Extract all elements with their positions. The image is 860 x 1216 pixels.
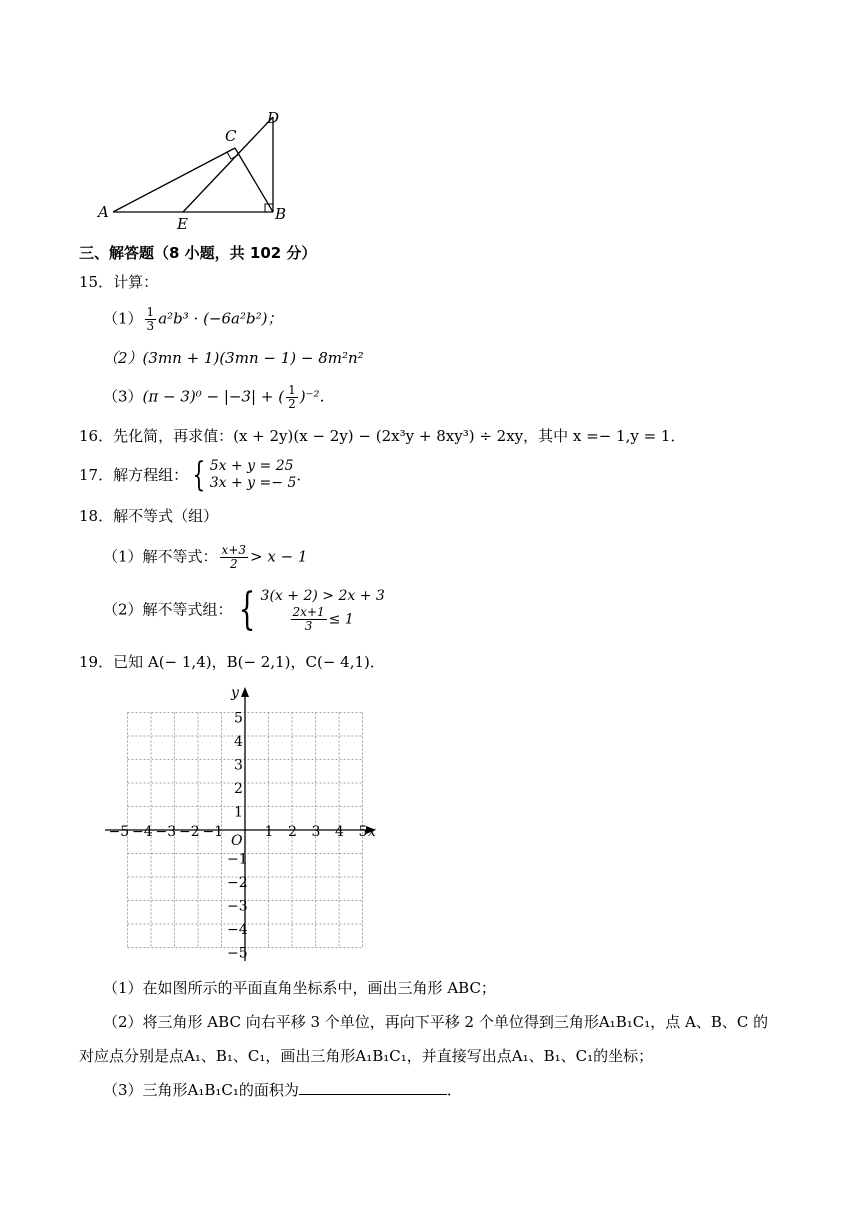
- y-tick-label: −3: [227, 898, 248, 915]
- x-tick-label: −5: [108, 824, 130, 840]
- q18-part2: （2）解不等式组： { 3(x + 2) > 2x + 3 $\frac{2x+1}{3}$ ≤ 1: [103, 583, 385, 635]
- q19-part1: （1）在如图所示的平面直角坐标系中，画出三角形 ABC；: [103, 979, 496, 997]
- answer-blank[interactable]: [299, 1080, 447, 1095]
- x-tick-label: −3: [155, 824, 177, 840]
- label-D: D: [267, 109, 280, 127]
- label-E: E: [177, 215, 188, 233]
- x-tick-label: −4: [132, 824, 153, 840]
- label-C: C: [225, 127, 237, 145]
- q19-part2-line2: 对应点分别是点A₁、B₁、C₁，画出三角形A₁B₁C₁，并直接写出点A₁、B₁、C₁的坐标；: [79, 1047, 654, 1065]
- q15-part2: （2）(3mn + 1)(3mn − 1) − 8m²n²: [103, 349, 364, 367]
- y-tick-label: 5: [234, 710, 243, 727]
- x-axis-label: x: [368, 824, 376, 840]
- y-tick-label: −5: [227, 945, 248, 962]
- q15-part3: （3）(π − 3)⁰ − |−3| + ( $\frac{1}{2}$ )⁻²．: [103, 383, 335, 411]
- origin-label: O: [231, 833, 243, 849]
- x-tick-label: 1: [264, 824, 274, 840]
- x-tick-label: 5: [358, 824, 368, 840]
- x-tick-label: −1: [202, 824, 224, 840]
- x-tick-label: 3: [311, 824, 321, 840]
- y-axis-label: y: [231, 685, 239, 701]
- label-B: B: [275, 205, 287, 223]
- q17: 17．解方程组： { 5x + y = 25 3x + y =− 5 ．: [79, 455, 312, 495]
- q19-stem: 19．已知 A(− 1,4)，B(− 2,1)，C(− 4,1)．: [79, 653, 385, 671]
- y-tick-label: 3: [234, 757, 243, 774]
- y-tick-label: −1: [227, 851, 248, 868]
- q19-part2-line1: （2）将三角形 ABC 向右平移 3 个单位，再向下平移 2 个单位得到三角形A₁B₁C₁，点 A、B、C 的: [103, 1013, 769, 1031]
- label-A: A: [98, 203, 109, 221]
- q18-part1: （1）解不等式： $\frac{x+3}{2}$ > x − 1: [103, 543, 308, 571]
- x-tick-label: 4: [335, 824, 344, 840]
- y-tick-label: −4: [227, 922, 248, 938]
- q19-part3: （3）三角形A₁B₁C₁的面积为 ．: [103, 1081, 462, 1099]
- y-tick-label: −2: [227, 875, 248, 891]
- y-tick-label: 4: [234, 734, 243, 750]
- q15-part1: （1） $\frac{1}{3}$ a²b³ · (−6a²b²)；: [103, 305, 283, 333]
- q18-stem: 18．解不等式（组）: [79, 507, 219, 525]
- triangle-figure: [95, 105, 295, 235]
- y-tick-label: 1: [234, 804, 243, 821]
- x-tick-label: −2: [179, 824, 200, 840]
- section-title: 三、解答题（8 小题，共 102 分）: [79, 244, 317, 262]
- q15-stem: 15．计算：: [79, 273, 159, 291]
- coordinate-grid: [100, 683, 390, 963]
- y-tick-label: 2: [234, 781, 243, 797]
- q16: 16．先化简，再求值：(x + 2y)(x − 2y) − (2x³y + 8xy³) ÷ 2xy，其中 x =− 1,y = 1．: [79, 427, 686, 445]
- x-tick-label: 2: [288, 824, 297, 840]
